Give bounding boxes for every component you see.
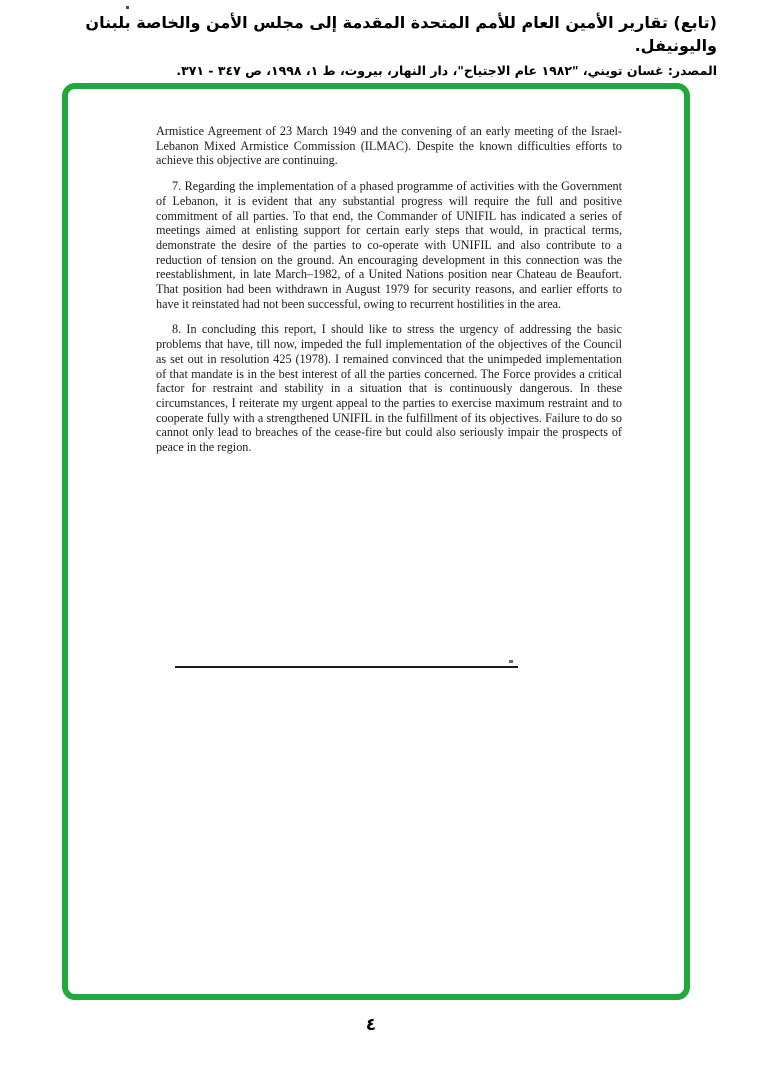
paragraph-8: 8. In concluding this report, I should like to stress the urgency of addressing the basic problems that have, till now, impeded the full implementation of the objectives of the Council as set out in resolution 425 (1978). I remained convinced that the unimpeded implementation of that mandate is in the best interest of all the parties concerned. The Force provides a critical factor for restraint and stability in a situation that is continuously dangerous. In these circumstances, I reiterate my urgent appeal to the parties to exercise maximum restraint and to cooperate fully with a strengthened UNIFIL in the fulfillment of its objectives. Failure to do so cannot only lead to breaches of the cease-fire but could also seriously impair the prospects of peace in the region. <box>156 322 622 455</box>
document-body <box>156 124 622 455</box>
section-divider-line <box>175 666 518 668</box>
paragraph-7: 7. Regarding the implementation of a phased programme of activities with the Government of Lebanon, it is evident that any substantial progress will require the full and positive commitment of all parties. To that end, the Commander of UNIFIL has indicated a series of meetings aimed at enlisting support for certain early steps that would, in practical terms, demonstrate the desire of the parties to co-operate with UNIFIL and also contribute to a reduction of tension on the ground. An encouraging development in this connection was the reestablishment, in late March–1982, of a United Nations position near Chateau de Beaufort. That position had been withdrawn in August 1979 for security reasons, and earlier efforts to have it reinstated had not been successful, owing to recurrent hostilities in the area. <box>156 179 622 311</box>
scan-artifact-mark <box>509 660 513 663</box>
arabic-header <box>57 11 717 81</box>
scan-artifact-dot <box>126 6 129 9</box>
page-number: ٤ <box>365 1015 377 1035</box>
arabic-header-source: المصدر: غسان تويني، "١٩٨٢ عام الاجتياح"، دار النهار، بيروت، ط ١، ١٩٩٨، ص ٣٤٧ - ٣٧١. <box>176 63 717 78</box>
paragraph-continuation: Armistice Agreement of 23 March 1949 and the convening of an early meeting of the Israel-Lebanon Mixed Armistice Commission (ILMAC). Despite the known difficulties efforts to achieve this objective are continuing. <box>156 124 622 168</box>
arabic-header-title: (تابع) تقارير الأمين العام للأمم المتحدة المقدمة إلى مجلس الأمن والخاصة بلبنان واليونيفل. <box>85 13 717 55</box>
